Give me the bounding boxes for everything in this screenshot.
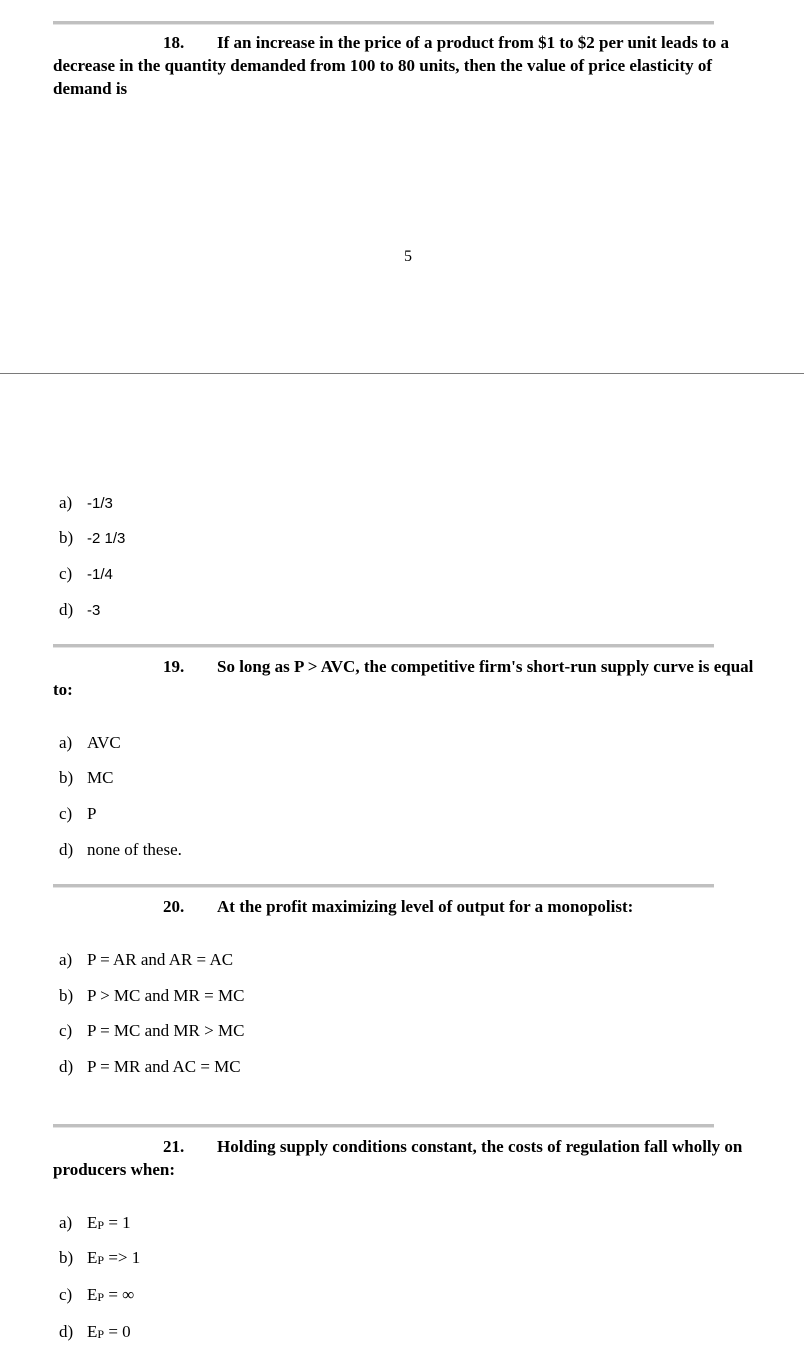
- option-letter: b): [59, 986, 74, 1005]
- option-letter: d): [59, 1322, 74, 1341]
- option-letter: c): [59, 804, 73, 823]
- option-letter: a): [59, 733, 73, 752]
- question-divider: [53, 884, 714, 888]
- option-b: [59, 986, 244, 1006]
- option-letter: c): [59, 564, 73, 583]
- question-19: [53, 655, 765, 701]
- option-b: [59, 1248, 140, 1270]
- page-number: 5: [404, 248, 412, 265]
- option-letter: d): [59, 840, 74, 859]
- option-d: [59, 1322, 131, 1344]
- option-text: AVC: [87, 733, 121, 752]
- question-number: 18.: [163, 33, 185, 52]
- option-text: = 0: [104, 1322, 131, 1341]
- option-d: [59, 600, 100, 621]
- option-symbol: E: [87, 1248, 98, 1267]
- option-text: P: [87, 804, 97, 823]
- option-letter: c): [59, 1021, 73, 1040]
- question-21: [53, 1135, 765, 1181]
- option-letter: b): [59, 528, 74, 547]
- question-text: If an increase in the price of a product from $1 to $2 per unit leads to a decrease in the quantity demanded from 100 to 80 units, then the value of price elasticity of demand is: [53, 33, 730, 98]
- question-divider: [53, 21, 714, 25]
- option-letter: a): [59, 1213, 73, 1232]
- option-a: [59, 493, 113, 514]
- question-number: 21.: [163, 1137, 185, 1156]
- option-text: -3: [87, 602, 101, 619]
- option-text: => 1: [104, 1248, 141, 1267]
- option-text: -1/3: [87, 495, 113, 512]
- question-text: At the profit maximizing level of output for a monopolist:: [217, 897, 634, 916]
- option-text: P = AR and AR = AC: [87, 950, 234, 969]
- question-divider: [53, 1124, 714, 1128]
- option-c: [59, 1021, 244, 1041]
- option-letter: d): [59, 1057, 74, 1076]
- option-text: -1/4: [87, 566, 113, 583]
- option-letter: c): [59, 1285, 73, 1304]
- question-18: [53, 31, 765, 100]
- option-text: none of these.: [87, 840, 182, 859]
- option-symbol: E: [87, 1322, 98, 1341]
- option-subscript: P: [97, 1290, 105, 1304]
- option-b: [59, 528, 125, 549]
- option-subscript: P: [97, 1253, 105, 1267]
- question-text: So long as P > AVC, the competitive firm's short-run supply curve is equal to:: [53, 657, 754, 699]
- option-a: [59, 733, 121, 753]
- question-20: [53, 895, 765, 918]
- option-symbol: E: [87, 1285, 98, 1304]
- question-text: Holding supply conditions constant, the costs of regulation fall wholly on producers when:: [53, 1137, 743, 1179]
- option-letter: a): [59, 950, 73, 969]
- option-b: [59, 768, 113, 788]
- option-text: P = MR and AC = MC: [87, 1057, 241, 1076]
- question-divider: [53, 644, 714, 648]
- option-c: [59, 564, 113, 585]
- option-letter: b): [59, 768, 74, 787]
- option-subscript: P: [97, 1327, 105, 1341]
- option-symbol: E: [87, 1213, 98, 1232]
- option-text: P = MC and MR > MC: [87, 1021, 245, 1040]
- question-number: 20.: [163, 897, 185, 916]
- option-a: [59, 1213, 131, 1235]
- option-c: [59, 1285, 134, 1307]
- option-text: = ∞: [104, 1285, 135, 1304]
- page-break: [0, 373, 804, 374]
- option-letter: d): [59, 600, 74, 619]
- option-subscript: P: [97, 1218, 105, 1232]
- option-d: [59, 1057, 241, 1077]
- option-c: [59, 804, 96, 824]
- option-text: -2 1/3: [87, 530, 126, 547]
- option-letter: b): [59, 1248, 74, 1267]
- option-letter: a): [59, 493, 73, 512]
- option-text: P > MC and MR = MC: [87, 986, 245, 1005]
- option-text: = 1: [104, 1213, 131, 1232]
- option-a: [59, 950, 233, 970]
- option-text: MC: [87, 768, 114, 787]
- option-d: [59, 840, 182, 860]
- question-number: 19.: [163, 657, 185, 676]
